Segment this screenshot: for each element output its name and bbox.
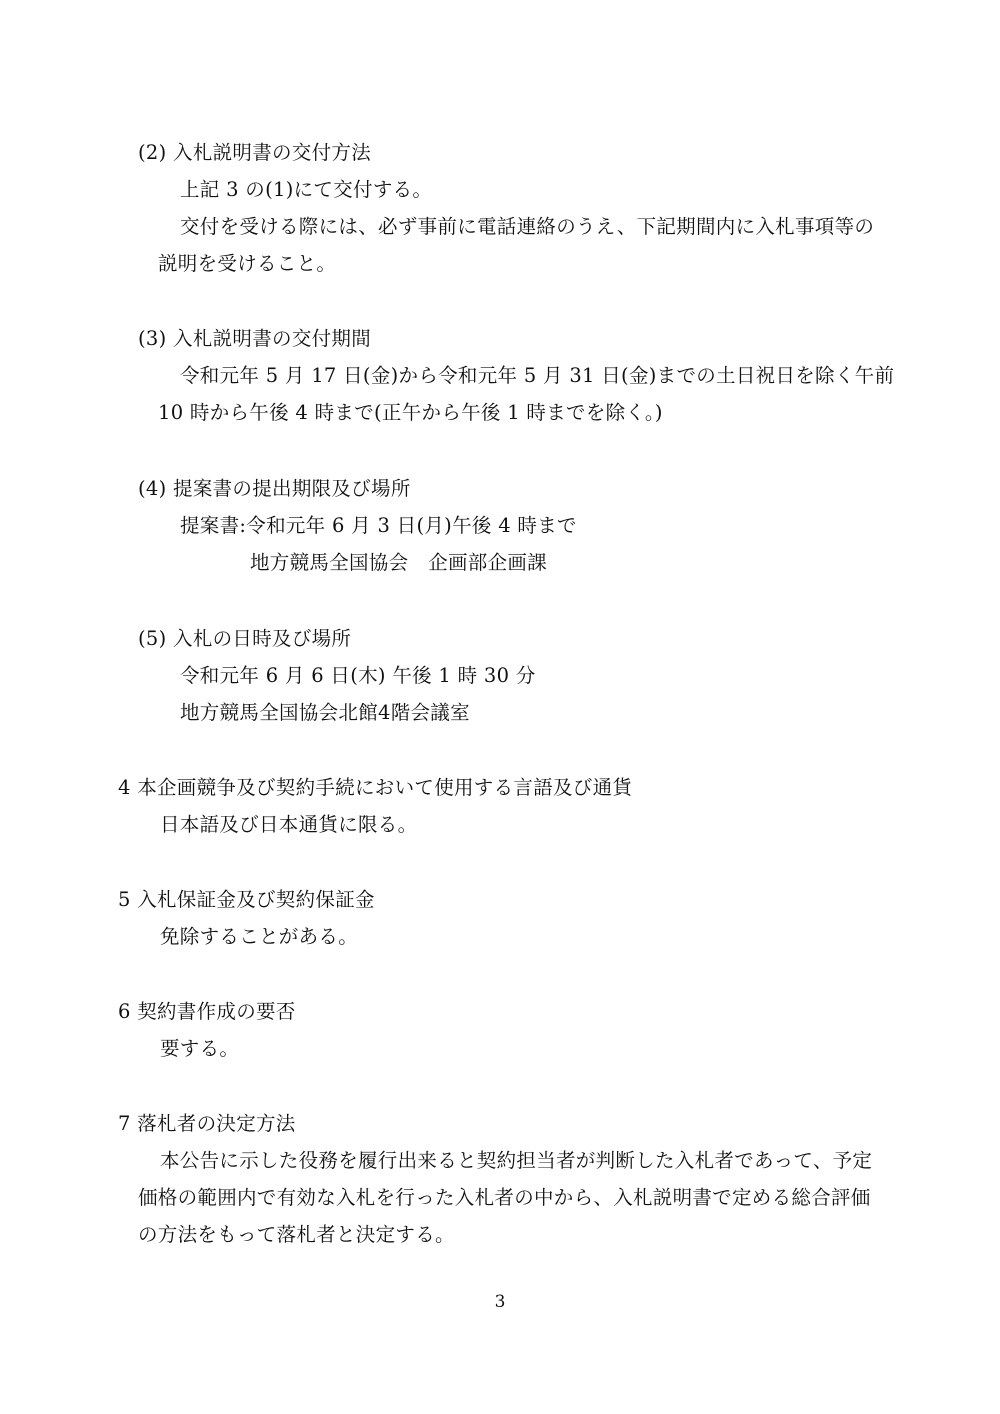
page-number: 3 [494, 1292, 506, 1312]
article-5-heading: 5 入札保証金及び契約保証金 [118, 888, 375, 911]
section-3-line-1: 令和元年 5 月 17 日(金)から令和元年 5 月 31 日(金)までの土日祝日を除く午前 [180, 364, 895, 387]
section-5-sub-line-2: 地方競馬全国協会北館4階会議室 [180, 701, 470, 724]
article-6-body: 要する。 [160, 1037, 240, 1060]
article-7-line-3: の方法をもって落札者と決定する。 [138, 1223, 455, 1246]
article-4-heading: 4 本企画競争及び契約手続において使用する言語及び通貨 [118, 776, 633, 799]
section-3-line-2: 10 時から午後 4 時まで(正午から午後 1 時までを除く。) [158, 401, 663, 424]
section-4-sub-heading: (4) 提案書の提出期限及び場所 [138, 477, 411, 500]
section-2-heading: (2) 入札説明書の交付方法 [138, 141, 372, 164]
section-4-sub-line-2: 地方競馬全国協会 企画部企画課 [250, 551, 548, 574]
article-4-body: 日本語及び日本通貨に限る。 [160, 813, 418, 836]
section-5-sub-heading: (5) 入札の日時及び場所 [138, 627, 352, 650]
article-5-body: 免除することがある。 [160, 925, 359, 948]
section-2-paragraph-2-line-2: 説明を受けること。 [158, 252, 337, 275]
section-2-paragraph-2-line-1: 交付を受ける際には、必ず事前に電話連絡のうえ、下記期間内に入札事項等の [180, 215, 875, 238]
article-7-heading: 7 落札者の決定方法 [118, 1112, 296, 1135]
article-7-line-2: 価格の範囲内で有効な入札を行った入札者の中から、入札説明書で定める総合評価 [138, 1186, 871, 1209]
section-4-sub-line-1: 提案書:令和元年 6 月 3 日(月)午後 4 時まで [180, 514, 577, 537]
section-3-heading: (3) 入札説明書の交付期間 [138, 327, 372, 350]
article-6-heading: 6 契約書作成の要否 [118, 1000, 296, 1023]
section-2-paragraph-1: 上記 3 の(1)にて交付する。 [180, 178, 433, 201]
section-5-sub-line-1: 令和元年 6 月 6 日(木) 午後 1 時 30 分 [180, 664, 536, 687]
article-7-line-1: 本公告に示した役務を履行出来ると契約担当者が判断した入札者であって、予定 [160, 1149, 873, 1172]
